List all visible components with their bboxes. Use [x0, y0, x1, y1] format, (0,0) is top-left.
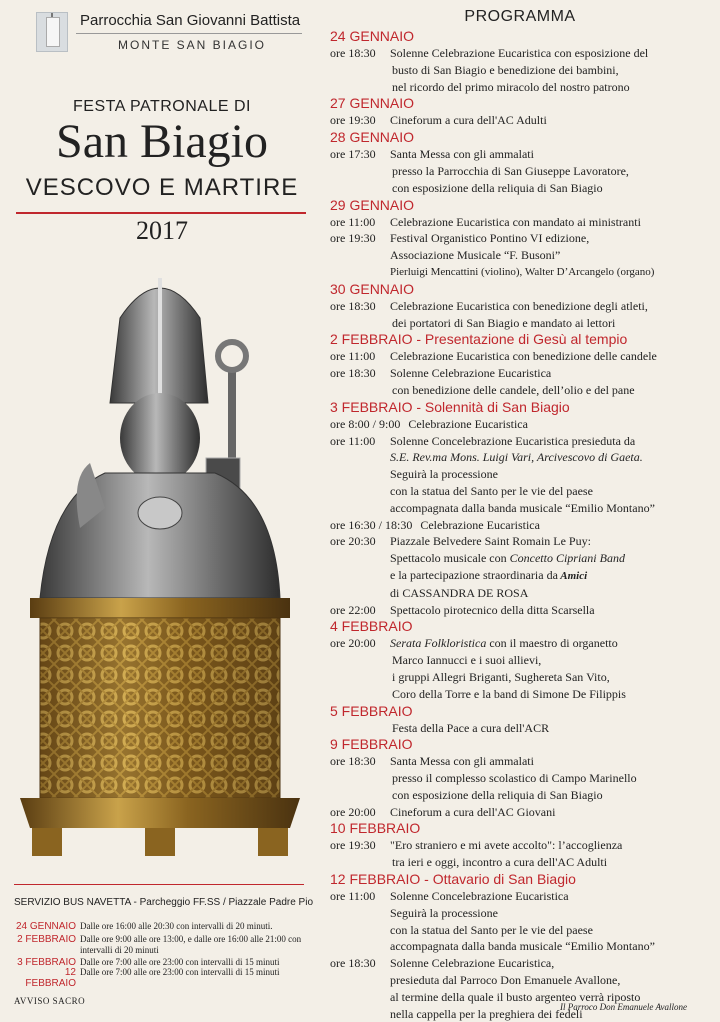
program-event	[330, 533, 715, 550]
program-line: dei portatori di San Biagio e mandato ai lettori	[392, 315, 616, 330]
bus-times: Dalle ore 7:00 alle ore 23:00 con intervalli di 15 minuti	[80, 967, 280, 977]
event-text: Solenne Celebrazione Eucaristica	[390, 366, 552, 381]
bus-date: 12 FEBBRAIO	[25, 967, 76, 989]
program-line: con la statua del Santo per le vie del paese	[390, 922, 593, 937]
event-text: Solenne Celebrazione Eucaristica con esposizione del	[390, 46, 649, 60]
program-day-heading: 30 GENNAIO	[330, 280, 415, 297]
program-event	[330, 804, 715, 821]
program-day-heading: 12 FEBBRAIO - Ottavario di San Biagio	[330, 871, 576, 888]
bus-divider	[14, 884, 304, 885]
program-event	[330, 214, 715, 231]
program-event	[330, 230, 715, 247]
event-text: Celebrazione Eucaristica con benedizione degli atleti,	[390, 298, 648, 313]
event-time: ore 11:00	[330, 889, 376, 904]
event-time: ore 11:00	[330, 433, 376, 448]
event-time: ore 18:30	[330, 46, 376, 60]
event-text: Piazzale Belvedere Saint Romain Le Puy:	[390, 534, 591, 549]
event-time: ore 20:00	[330, 804, 376, 819]
event-text: "Ero straniero e mi avete accolto": l’accoglienza	[390, 838, 623, 853]
event-time: ore 18:30	[330, 298, 376, 313]
program-event	[330, 602, 715, 619]
event-time: ore 17:30	[330, 147, 376, 162]
bus-times: Dalle ore 16:00 alle 20:30 con intervalli di 20 minuti.	[80, 921, 273, 931]
event-time: ore 11:00	[330, 214, 376, 229]
amici-logo: Amici	[557, 569, 588, 582]
bus-date: 2 FEBBRAIO	[17, 934, 76, 945]
program-event	[330, 635, 715, 652]
saint-title: San Biagio	[56, 115, 268, 168]
program-line: presieduta dal Parroco Don Emanuele Avallone,	[390, 973, 621, 988]
program-line: con la statua del Santo per le vie del paese	[390, 483, 593, 498]
saint-subtitle: VESCOVO E MARTIRE	[25, 174, 299, 201]
program-line: presso la Parrocchia di San Giuseppe Lavoratore,	[392, 163, 629, 178]
bus-date: 24 GENNAIO	[15, 921, 76, 932]
event-time: ore 18:30	[330, 366, 376, 381]
event-text: Santa Messa con gli ammalati	[390, 147, 534, 162]
event-text: Celebrazione Eucaristica	[420, 517, 540, 532]
program-line: nel ricordo del primo miracolo del nostro patrono	[392, 79, 630, 94]
program-day-heading: 3 FEBBRAIO - Solennità di San Biagio	[330, 398, 570, 415]
program-event	[330, 888, 715, 905]
program-line: Seguirà la processione	[390, 467, 498, 482]
program-event	[330, 112, 715, 129]
event-text: Solenne Concelebrazione Eucaristica presieduta da	[390, 433, 636, 448]
event-text: Spettacolo pirotecnico della ditta Scarsella	[390, 602, 595, 617]
program-line: con esposizione della reliquia di San Biagio	[392, 787, 603, 802]
program-line: Festa della Pace a cura dell'ACR	[392, 720, 550, 735]
event-text: Cineforum a cura dell'AC Giovani	[390, 804, 556, 819]
program-line: i gruppi Allegri Briganti, Sughereta San Vito,	[392, 669, 610, 684]
bus-date: 3 FEBBRAIO	[17, 957, 76, 968]
event-text: Solenne Celebrazione Eucaristica,	[390, 956, 555, 971]
year: 2017	[136, 216, 188, 245]
program-line: Coro della Torre e la band di Simone De Filippis	[392, 686, 626, 701]
event-text: Celebrazione Eucaristica con mandato ai ministranti	[390, 214, 641, 229]
program-line: Marco Iannucci e i suoi allievi,	[392, 653, 542, 668]
header-divider	[76, 33, 302, 34]
program-line: di CASSANDRA DE ROSA	[390, 585, 529, 600]
event-text: Celebrazione Eucaristica con benedizione delle candele	[390, 349, 657, 364]
programma-title: PROGRAMMA	[464, 8, 576, 25]
program-line: al termine della quale il busto argenteo verrà riposto	[390, 989, 641, 1004]
title-divider	[16, 212, 306, 214]
program-event	[330, 753, 715, 770]
program-event	[330, 365, 715, 382]
event-text: Santa Messa con gli ammalati	[390, 754, 534, 769]
program-line: nella cappella per la preghiera dei fedeli	[390, 1006, 583, 1021]
saint-statue-image	[10, 268, 310, 872]
program-day-heading: 9 FEBBRAIO	[330, 736, 413, 753]
program-line: e la partecipazione straordinaria da Amici	[390, 567, 588, 582]
event-time: ore 18:30	[330, 956, 376, 971]
program-day-heading: 29 GENNAIO	[330, 196, 415, 213]
bus-row	[14, 921, 314, 932]
program-line: presso il complesso scolastico di Campo Marinello	[392, 771, 637, 786]
program-line: Associazione Musicale “F. Busoni”	[390, 248, 561, 263]
program-day-heading: 5 FEBBRAIO	[330, 702, 413, 719]
program-day-heading: 28 GENNAIO	[330, 129, 415, 146]
event-time: ore 18:30	[330, 754, 376, 769]
program-line: S.E. Rev.ma Mons. Luigi Vari, Arcivescovo di Gaeta.	[390, 450, 643, 465]
program-event	[330, 517, 715, 534]
program-day-heading: 10 FEBBRAIO	[330, 820, 421, 837]
bus-times: Dalle ore 7:00 alle ore 23:00 con intervalli di 15 minuti	[80, 957, 280, 967]
program-event	[330, 298, 715, 315]
event-time: ore 19:30	[330, 231, 376, 246]
town-name: MONTE SAN BIAGIO	[118, 38, 267, 52]
program-event	[330, 45, 715, 62]
program-event	[330, 416, 715, 433]
program-event	[330, 146, 715, 163]
event-text: Festival Organistico Pontino VI edizione,	[390, 231, 590, 246]
church-logo-icon	[36, 12, 68, 52]
bus-row	[14, 967, 314, 989]
program-day-heading: 27 GENNAIO	[330, 95, 415, 112]
program-list	[330, 28, 715, 1022]
program-line: busto di San Biagio e benedizione dei bambini,	[392, 62, 619, 77]
program-line: accompagnata dalla banda musicale “Emilio Montano”	[390, 939, 655, 954]
event-time: ore 20:00	[330, 636, 376, 651]
program-line: tra ieri e oggi, incontro a cura dell'AC Adulti	[392, 855, 608, 870]
bus-title: SERVIZIO BUS NAVETTA - Parcheggio FF.SS / Piazzale Padre Pio	[14, 897, 314, 908]
program-event	[330, 433, 715, 450]
event-time: ore 19:30	[330, 838, 376, 853]
program-event	[330, 955, 715, 972]
event-text: Serata Folkloristica con il maestro di organetto	[390, 636, 618, 651]
event-time: ore 19:30	[330, 113, 376, 128]
event-text: Solenne Concelebrazione Eucaristica	[390, 889, 569, 904]
signature: Il Parroco Don Emanuele Avallone	[560, 1002, 687, 1012]
event-time: ore 20:30	[330, 534, 376, 549]
program-line: Pierluigi Mencattini (violino), Walter D’Arcangelo (organo)	[390, 265, 655, 278]
event-time: ore 16:30 / 18:30	[330, 517, 413, 532]
festa-label: FESTA PATRONALE DI	[73, 98, 251, 115]
program-event	[330, 837, 715, 854]
program-day-heading: 24 GENNAIO	[330, 28, 415, 44]
program-event	[330, 348, 715, 365]
parish-name: Parrocchia San Giovanni Battista	[80, 12, 301, 29]
event-time: ore 8:00 / 9:00	[330, 416, 401, 431]
bus-row	[14, 934, 314, 956]
program-day-heading: 4 FEBBRAIO	[330, 618, 413, 635]
program-line: con esposizione della reliquia di San Biagio	[392, 180, 603, 195]
program-line: con benedizione delle candele, dell’olio e del pane	[392, 382, 635, 397]
event-time: ore 22:00	[330, 602, 376, 617]
bus-times: Dalle ore 9:00 alle ore 13:00, e dalle ore 16:00 alle 21:00 con intervalli di 20 minuti	[80, 934, 302, 955]
program-line: accompagnata dalla banda musicale “Emilio Montano”	[390, 500, 655, 515]
avviso-sacro: AVVISO SACRO	[14, 996, 86, 1006]
program-day-heading: 2 FEBBRAIO - Presentazione di Gesù al tempio	[330, 331, 628, 348]
program-line: Seguirà la processione	[390, 905, 498, 920]
event-time: ore 11:00	[330, 349, 376, 364]
event-text: Celebrazione Eucaristica	[408, 416, 528, 431]
program-line: Spettacolo musicale con Concetto Cipriani Band	[390, 551, 625, 566]
event-text: Cineforum a cura dell'AC Adulti	[390, 113, 547, 128]
